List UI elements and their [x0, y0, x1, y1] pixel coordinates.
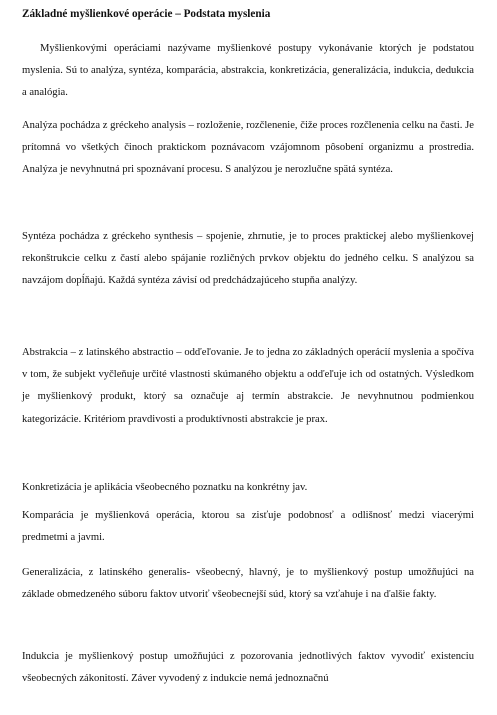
paragraph-konkretizacia: Konkretizácia je aplikácia všeobecného poznatku na konkrétny jav. [22, 482, 308, 493]
paragraph-abstrakcia: Abstrakcia – z latinského abstractio – odďeľovanie. Je to jedna zo základných operácií myslenia a spočíva v tom, že subjekt vyčleňuje určité vlastnosti skúmaného objektu a odďeľuje ich od ostatných. Výsledkom je myšlienkový produkt, ktorý sa označuje aj termín abstrakcie. Je nevyhnutnou podmienkou kategorizácie. Kritériom pravdivosti a produktívnosti abstrakcie je prax. [22, 347, 474, 425]
paragraph-komparacia: Komparácia je myšlienková operácia, ktorou sa zisťuje podobnosť a odlišnosť medzi viacerými predmetmi a javmi. [22, 510, 474, 544]
document-title: Základné myšlienkové operácie – Podstata myslenia [22, 8, 271, 20]
paragraph-indukcia: Indukcia je myšlienkový postup umožňujúci z pozorovania jednotlivých faktov vyvodiť existenciu všeobecných zákonitostí. Záver vyvodený z indukcie nemá jednoznačnú [22, 651, 474, 685]
paragraph-synteza: Syntéza pochádza z gréckeho synthesis – spojenie, zhrnutie, je to proces praktickej alebo myšlienkovej rekonštrukcie celku z častí alebo spájanie rozličných prvkov objektu do jedného celku. S analýzou sa navzájom dopĺňajú. Každá syntéza závisí od predchádzajúceho stupňa analýzy. [22, 231, 474, 287]
paragraph-analyza: Analýza pochádza z gréckeho analysis – rozloženie, rozčlenenie, čiže proces rozčlenenia celku na časti. Je prítomná vo všetkých činoch praktickom poznávacom vzájomnom pôsobení organizmu a prostredia. Analýza je nevyhnutná pri spoznávaní procesu. S analýzou je nerozlučne spätá syntéza. [22, 120, 474, 176]
paragraph-intro: Myšlienkovými operáciami nazývame myšlienkové postupy vykonávanie ktorých je podstatou myslenia. Sú to analýza, syntéza, komparácia, abstrakcia, konkretizácia, generalizácia, indukcia, dedukcia a analógia. [22, 43, 474, 99]
paragraph-generalizacia: Generalizácia, z latinského generalis- všeobecný, hlavný, je to myšlienkový postup umožňujúci na základe obmedzeného súboru faktov utvoriť všeobecnejší súd, ktorý sa vzťahuje i na ďalšie fakty. [22, 567, 474, 601]
